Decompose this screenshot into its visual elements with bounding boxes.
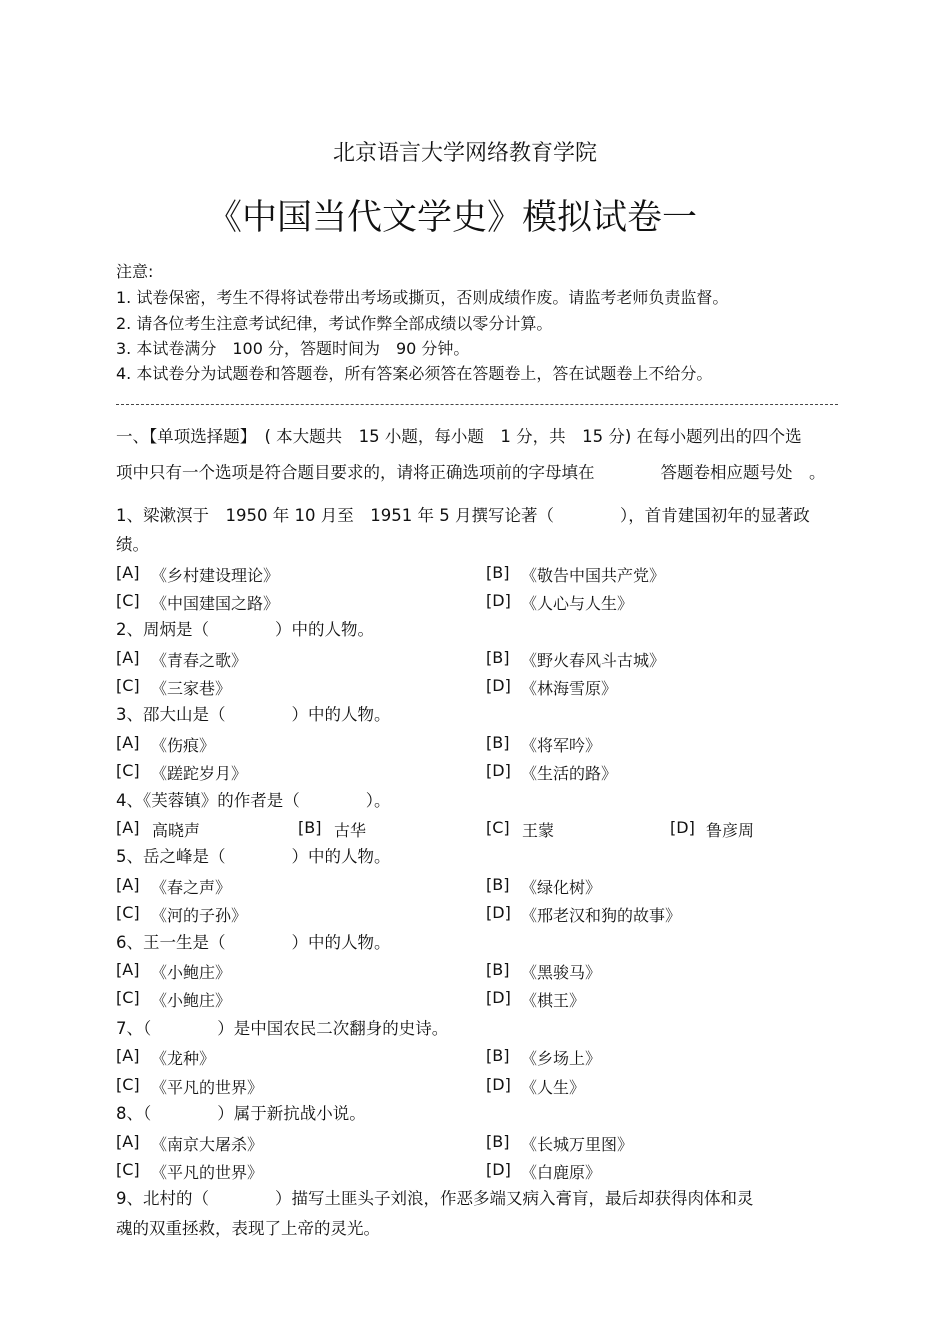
option-letter: [C] [116, 676, 140, 695]
option-letter: [B] [486, 563, 510, 582]
option-letter: [D] [486, 1160, 511, 1179]
option-text: 《绿化树》 [521, 878, 602, 897]
option-letter: [B] [486, 648, 510, 667]
question-text: 7、（ ）是中国农民二次翻身的史诗。 [116, 1019, 449, 1038]
question-text: 3、邵大山是（ ）中的人物。 [116, 705, 391, 724]
option-text: 《平凡的世界》 [151, 1078, 264, 1097]
option-text: 《乡场上》 [521, 1049, 602, 1068]
option-text: 《黑骏马》 [521, 963, 602, 982]
option-letter: [C] [116, 988, 140, 1007]
notice-item-2: 2. 请各位考生注意考试纪律，考试作弊全部成绩以零分计算。 [116, 314, 553, 333]
question-text: 9、北村的（ ）描写土匪头子刘浪，作恶多端又病入膏肓，最后却获得肉体和灵 [116, 1189, 754, 1208]
option-letter: [D] [486, 676, 511, 695]
option-letter: [B] [486, 1046, 510, 1065]
option-text: 古华 [334, 821, 367, 840]
option-text: 《邢老汉和狗的故事》 [521, 906, 682, 925]
exam-title: 《中国当代文学史》模拟试卷一 [206, 198, 697, 238]
option-text: 《生活的路》 [521, 764, 618, 783]
option-text: 王蒙 [522, 821, 555, 840]
option-letter: [A] [116, 818, 140, 837]
option-text: 《南京大屠杀》 [151, 1135, 264, 1154]
option-letter: [D] [486, 761, 511, 780]
option-letter: [B] [486, 875, 510, 894]
option-letter: [C] [116, 1160, 140, 1179]
option-letter: [C] [116, 1075, 140, 1094]
option-letter: [D] [486, 903, 511, 922]
option-letter: [B] [298, 818, 322, 837]
question-text: 1、梁漱溟于 1950 年 10 月至 1951 年 5 月撰写论著（ ），首肯建国初年的显著政 [116, 506, 810, 525]
question-text: 魂的双重拯救，表现了上帝的灵光。 [116, 1219, 380, 1238]
option-letter: [B] [486, 960, 510, 979]
school-name: 北京语言大学网络教育学院 [332, 141, 597, 166]
option-text: 《河的子孙》 [151, 906, 248, 925]
option-text: 《小鲍庄》 [151, 991, 232, 1010]
notice-label: 注意: [116, 262, 154, 281]
section-instruction-line-1: 一、【单项选择题】 ( 本大题共 15 小题，每小题 1 分，共 15 分) 在每小题列出的四个选 [116, 427, 802, 446]
option-letter: [B] [486, 733, 510, 752]
option-letter: [A] [116, 1046, 140, 1065]
option-letter: [B] [486, 1132, 510, 1151]
notice-item-3: 3. 本试卷满分 100 分，答题时间为 90 分钟。 [116, 339, 470, 358]
option-text: 《人生》 [521, 1078, 586, 1097]
option-letter: [A] [116, 875, 140, 894]
option-letter: [A] [116, 1132, 140, 1151]
option-text: 鲁彦周 [706, 821, 755, 840]
option-letter: [D] [486, 1075, 511, 1094]
option-text: 《乡村建设理论》 [151, 566, 280, 585]
option-text: 《林海雪原》 [521, 679, 618, 698]
option-text: 《棋王》 [521, 991, 586, 1010]
question-text: 4、《芙蓉镇》的作者是（ ）。 [116, 791, 391, 810]
question-text: 2、周炳是（ ）中的人物。 [116, 620, 374, 639]
option-letter: [C] [116, 761, 140, 780]
option-text: 《春之声》 [151, 878, 232, 897]
notice-item-1: 1. 试卷保密，考生不得将试卷带出考场或撕页，否则成绩作废。请监考老师负责监督。 [116, 288, 729, 307]
option-text: 《平凡的世界》 [151, 1163, 264, 1182]
option-letter: [D] [486, 988, 511, 1007]
option-letter: [A] [116, 960, 140, 979]
notice-item-4: 4. 本试卷分为试题卷和答题卷，所有答案必须答在答题卷上，答在试题卷上不给分。 [116, 364, 713, 383]
question-text: 绩。 [116, 535, 149, 554]
option-letter: [C] [116, 591, 140, 610]
option-letter: [C] [486, 818, 510, 837]
option-text: 《长城万里图》 [521, 1135, 634, 1154]
option-text: 《野火春风斗古城》 [521, 651, 666, 670]
option-text: 《龙种》 [151, 1049, 216, 1068]
option-letter: [A] [116, 648, 140, 667]
option-letter: [A] [116, 733, 140, 752]
option-text: 《青春之歌》 [151, 651, 248, 670]
option-text: 高晓声 [152, 821, 201, 840]
option-text: 《人心与人生》 [521, 594, 634, 613]
option-letter: [D] [486, 591, 511, 610]
section-instruction-line-2: 项中只有一个选项是符合题目要求的，请将正确选项前的字母填在 答题卷相应题号处 。 [116, 463, 826, 482]
option-text: 《白鹿原》 [521, 1163, 602, 1182]
option-letter: [D] [670, 818, 695, 837]
option-text: 《将军吟》 [521, 736, 602, 755]
option-text: 《蹉跎岁月》 [151, 764, 248, 783]
option-text: 《伤痕》 [151, 736, 216, 755]
option-letter: [C] [116, 903, 140, 922]
option-text: 《小鲍庄》 [151, 963, 232, 982]
question-text: 5、岳之峰是（ ）中的人物。 [116, 847, 391, 866]
option-text: 《三家巷》 [151, 679, 232, 698]
separator-line [116, 404, 838, 405]
option-text: 《敬告中国共产党》 [521, 566, 666, 585]
question-text: 8、（ ）属于新抗战小说。 [116, 1104, 366, 1123]
question-text: 6、王一生是（ ）中的人物。 [116, 933, 391, 952]
option-letter: [A] [116, 563, 140, 582]
option-text: 《中国建国之路》 [151, 594, 280, 613]
